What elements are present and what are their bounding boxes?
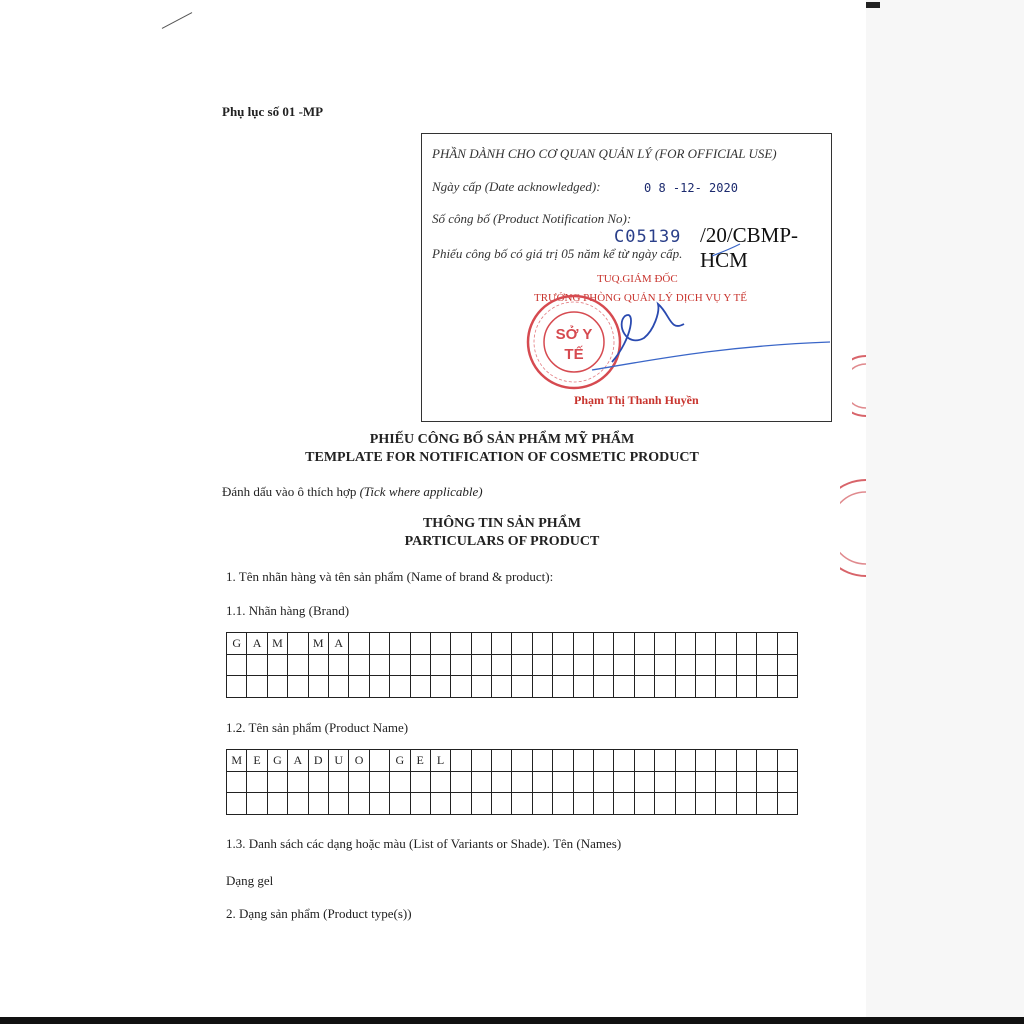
grid-cell [553, 654, 573, 676]
grid-cell [390, 676, 410, 698]
grid-cell [492, 750, 512, 772]
grid-cell: O [349, 750, 369, 772]
grid-cell [288, 676, 308, 698]
grid-cell [471, 771, 491, 793]
grid-cell [777, 654, 797, 676]
grid-cell: A [328, 633, 348, 655]
grid-cell [410, 676, 430, 698]
tick-instruction-en: (Tick where applicable) [359, 484, 483, 499]
pen-mark [162, 12, 192, 29]
grid-cell: L [430, 750, 450, 772]
grid-row [227, 793, 798, 815]
grid-cell [573, 676, 593, 698]
grid-cell [369, 771, 389, 793]
grid-cell [675, 654, 695, 676]
grid-cell [471, 793, 491, 815]
grid-cell [594, 633, 614, 655]
scan-mark [866, 2, 880, 8]
grid-cell [655, 633, 675, 655]
grid-cell [247, 793, 267, 815]
grid-cell [267, 676, 287, 698]
grid-cell [553, 771, 573, 793]
item-1-1-label: 1.1. Nhãn hàng (Brand) [226, 603, 350, 618]
grid-cell: G [267, 750, 287, 772]
grid-cell [492, 771, 512, 793]
grid-cell [492, 654, 512, 676]
grid-cell [777, 633, 797, 655]
grid-cell [267, 793, 287, 815]
grid-cell [614, 771, 634, 793]
item-1-label: 1. Tên nhãn hàng và tên sản phẩm (Name of brand & product): [226, 569, 554, 584]
grid-cell [553, 793, 573, 815]
item-1-2-label: 1.2. Tên sản phẩm (Product Name) [226, 720, 409, 735]
grid-cell [492, 633, 512, 655]
product-name-grid [226, 749, 798, 815]
grid-cell: E [410, 750, 430, 772]
form-title-vi: PHIẾU CÔNG BỐ SẢN PHẨM MỸ PHẨM [369, 432, 635, 447]
grid-cell [349, 654, 369, 676]
signer-department: TRƯỞNG PHÒNG QUẢN LÝ DỊCH VỤ Y TẾ [534, 292, 747, 304]
grid-cell [634, 750, 654, 772]
grid-cell [410, 654, 430, 676]
grid-cell [532, 676, 552, 698]
grid-cell [471, 633, 491, 655]
annex-label: Phụ lục số 01 -MP [222, 104, 324, 119]
grid-cell [247, 771, 267, 793]
scan-bottom-edge [0, 1017, 1024, 1024]
grid-cell [553, 750, 573, 772]
grid-cell [451, 750, 471, 772]
grid-cell [716, 771, 736, 793]
grid-cell [328, 771, 348, 793]
signature-icon [422, 134, 833, 423]
grid-cell [614, 793, 634, 815]
grid-cell [573, 750, 593, 772]
grid-row [227, 654, 798, 676]
grid-cell: U [328, 750, 348, 772]
date-value: 0 8 -12- 2020 [644, 181, 738, 195]
section-title-vi: THÔNG TIN SẢN PHẨM [422, 516, 582, 531]
grid-cell [369, 750, 389, 772]
signer-title: TUQ.GIÁM ĐỐC [597, 273, 678, 285]
grid-cell [757, 676, 777, 698]
grid-cell [512, 793, 532, 815]
grid-row [227, 676, 798, 698]
grid-cell [777, 771, 797, 793]
grid-cell [532, 633, 552, 655]
grid-cell [308, 654, 328, 676]
grid-cell [655, 793, 675, 815]
grid-cell [594, 654, 614, 676]
grid-cell [390, 793, 410, 815]
grid-cell [328, 793, 348, 815]
grid-cell [594, 793, 614, 815]
grid-cell [777, 750, 797, 772]
grid-cell: D [308, 750, 328, 772]
grid-cell [328, 654, 348, 676]
grid-cell [267, 771, 287, 793]
grid-cell [451, 771, 471, 793]
grid-cell [227, 654, 247, 676]
tick-instruction-vi: Đánh dấu vào ô thích hợp [222, 484, 357, 499]
grid-cell [716, 676, 736, 698]
grid-cell [410, 793, 430, 815]
grid-cell [308, 676, 328, 698]
grid-cell [349, 793, 369, 815]
grid-cell [369, 633, 389, 655]
signer-name: Phạm Thị Thanh Huyền [574, 393, 699, 407]
grid-cell [430, 654, 450, 676]
grid-cell [634, 654, 654, 676]
grid-cell [736, 771, 756, 793]
grid-cell [369, 676, 389, 698]
validity-note: Phiếu công bố có giá trị 05 năm kể từ ngày cấp. [432, 246, 683, 261]
grid-row [227, 750, 798, 772]
grid-cell [267, 654, 287, 676]
grid-cell [492, 793, 512, 815]
grid-cell: G [227, 633, 247, 655]
grid-cell [736, 750, 756, 772]
grid-cell: E [247, 750, 267, 772]
grid-cell [695, 771, 715, 793]
item-1-3-label: 1.3. Danh sách các dạng hoặc màu (List of Variants or Shade). Tên (Names) [226, 836, 622, 851]
grid-cell [716, 654, 736, 676]
grid-cell [634, 771, 654, 793]
grid-cell [695, 676, 715, 698]
grid-cell [451, 676, 471, 698]
grid-cell [675, 750, 695, 772]
grid-cell [288, 654, 308, 676]
grid-cell [655, 676, 675, 698]
grid-cell [369, 793, 389, 815]
grid-cell [695, 654, 715, 676]
grid-cell [471, 750, 491, 772]
grid-cell [695, 793, 715, 815]
grid-cell [430, 771, 450, 793]
grid-cell [451, 633, 471, 655]
grid-cell [308, 771, 328, 793]
tick-instruction [222, 484, 483, 500]
grid-cell [675, 676, 695, 698]
grid-cell [716, 633, 736, 655]
grid-cell [532, 654, 552, 676]
grid-cell [308, 793, 328, 815]
grid-cell [614, 676, 634, 698]
grid-cell [614, 750, 634, 772]
grid-cell [512, 633, 532, 655]
grid-cell [777, 676, 797, 698]
grid-cell [695, 633, 715, 655]
grid-cell: G [390, 750, 410, 772]
grid-cell [594, 676, 614, 698]
item-2-label: 2. Dạng sản phẩm (Product type(s)) [226, 906, 412, 921]
grid-cell [390, 633, 410, 655]
grid-cell [573, 633, 593, 655]
grid-cell [655, 654, 675, 676]
date-label: Ngày cấp (Date acknowledged): [432, 179, 601, 194]
grid-cell [736, 654, 756, 676]
grid-cell [777, 793, 797, 815]
grid-cell [390, 654, 410, 676]
grid-cell [492, 676, 512, 698]
grid-cell [573, 654, 593, 676]
notification-label: Số công bố (Product Notification No): [432, 211, 632, 226]
grid-cell [736, 793, 756, 815]
grid-cell [471, 654, 491, 676]
grid-cell [614, 654, 634, 676]
grid-cell [573, 793, 593, 815]
grid-cell [288, 793, 308, 815]
seal-text: SỞ Y TẾ [555, 326, 593, 363]
grid-cell [512, 654, 532, 676]
grid-cell: M [227, 750, 247, 772]
grid-cell [247, 676, 267, 698]
grid-cell [247, 654, 267, 676]
grid-cell [757, 750, 777, 772]
grid-cell [512, 676, 532, 698]
grid-cell: A [247, 633, 267, 655]
grid-cell [553, 676, 573, 698]
grid-row [227, 771, 798, 793]
form-title-en: TEMPLATE FOR NOTIFICATION OF COSMETIC PRODUCT [305, 450, 699, 465]
grid-cell [634, 676, 654, 698]
grid-cell: M [267, 633, 287, 655]
grid-cell [349, 676, 369, 698]
grid-cell: M [308, 633, 328, 655]
edge-stamp-icon [840, 478, 866, 578]
grid-cell [757, 771, 777, 793]
grid-cell [349, 771, 369, 793]
grid-cell [227, 771, 247, 793]
grid-cell [736, 676, 756, 698]
official-header: PHẦN DÀNH CHO CƠ QUAN QUẢN LÝ (FOR OFFICIAL USE) [432, 146, 777, 161]
grid-cell [328, 676, 348, 698]
official-use-box [421, 133, 832, 422]
scan-margin [866, 0, 1024, 1024]
grid-cell [757, 793, 777, 815]
grid-cell [410, 771, 430, 793]
grid-cell [532, 771, 552, 793]
grid-cell [410, 633, 430, 655]
grid-cell [655, 771, 675, 793]
grid-cell [757, 633, 777, 655]
grid-cell [716, 750, 736, 772]
grid-cell [451, 793, 471, 815]
grid-cell [675, 793, 695, 815]
section-title-en: PARTICULARS OF PRODUCT [404, 534, 600, 549]
grid-cell [634, 793, 654, 815]
variant-value: Dạng gel [226, 873, 274, 888]
grid-cell [227, 676, 247, 698]
grid-cell [594, 771, 614, 793]
grid-cell [675, 633, 695, 655]
grid-cell [288, 771, 308, 793]
grid-cell [390, 771, 410, 793]
edge-stamp-icon [852, 354, 866, 418]
grid-cell: A [288, 750, 308, 772]
grid-cell [430, 676, 450, 698]
grid-cell [594, 750, 614, 772]
grid-cell [349, 633, 369, 655]
grid-cell [471, 676, 491, 698]
grid-cell [553, 633, 573, 655]
grid-cell [736, 633, 756, 655]
grid-cell [655, 750, 675, 772]
grid-cell [675, 771, 695, 793]
grid-cell [288, 633, 308, 655]
grid-cell [227, 793, 247, 815]
notification-number: C05139 [614, 227, 682, 247]
grid-cell [532, 793, 552, 815]
brand-grid [226, 632, 798, 698]
grid-cell [573, 771, 593, 793]
grid-cell [512, 750, 532, 772]
grid-cell [716, 793, 736, 815]
grid-cell [451, 654, 471, 676]
grid-cell [634, 633, 654, 655]
grid-row [227, 633, 798, 655]
grid-cell [430, 633, 450, 655]
grid-cell [695, 750, 715, 772]
grid-cell [757, 654, 777, 676]
grid-cell [512, 771, 532, 793]
grid-cell [614, 633, 634, 655]
grid-cell [369, 654, 389, 676]
grid-cell [532, 750, 552, 772]
notification-suffix: /20/CBMP-HCM [700, 223, 799, 272]
grid-cell [430, 793, 450, 815]
